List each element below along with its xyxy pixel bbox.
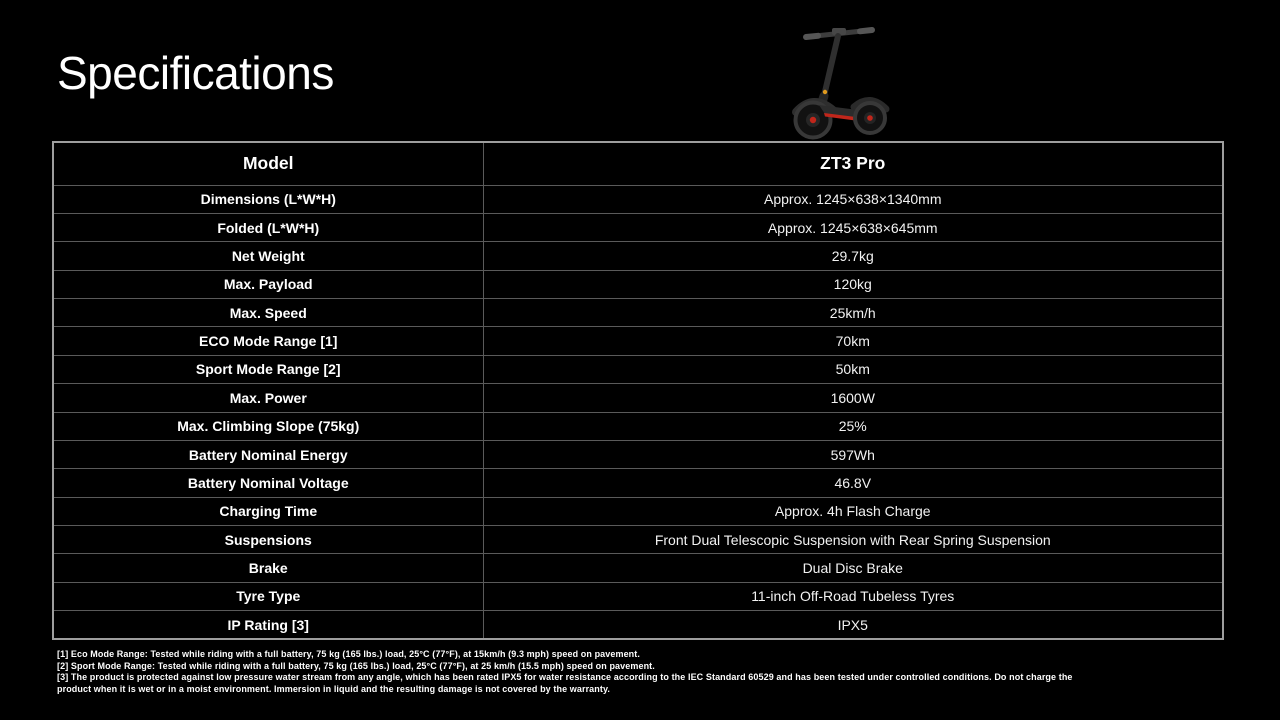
header-model-value: ZT3 Pro — [483, 142, 1223, 185]
spec-value-battery-voltage: 46.8V — [483, 469, 1223, 497]
spec-label-sport-range: Sport Mode Range [2] — [53, 355, 483, 383]
table-row — [53, 384, 1223, 412]
spec-label-suspensions: Suspensions — [53, 526, 483, 554]
spec-value-max-payload: 120kg — [483, 270, 1223, 298]
spec-value-ip-rating: IPX5 — [483, 611, 1223, 639]
spec-value-tyre-type: 11-inch Off-Road Tubeless Tyres — [483, 582, 1223, 610]
spec-label-max-power: Max. Power — [53, 384, 483, 412]
table-row — [53, 270, 1223, 298]
table-row — [53, 242, 1223, 270]
spec-label-ip-rating: IP Rating [3] — [53, 611, 483, 639]
table-header-row — [53, 142, 1223, 185]
page-title: Specifications — [57, 47, 334, 99]
spec-value-climbing-slope: 25% — [483, 412, 1223, 440]
spec-label-net-weight: Net Weight — [53, 242, 483, 270]
table-row — [53, 185, 1223, 213]
footnote-3: [3] The product is protected against low pressure water stream from any angle, which has been rated IPX5 for water resistance according to the IEC Standard 60529 and has been tested under controlled conditions. Do not charge the product when it is wet or in a moist environment. Immersion in liquid and the resulting damage is not covered by the warranty. — [57, 672, 1073, 694]
spec-value-net-weight: 29.7kg — [483, 242, 1223, 270]
spec-value-max-power: 1600W — [483, 384, 1223, 412]
table-row — [53, 582, 1223, 610]
table-row — [53, 355, 1223, 383]
table-row — [53, 526, 1223, 554]
spec-table — [52, 141, 1224, 640]
spec-value-suspensions: Front Dual Telescopic Suspension with Rear Spring Suspension — [483, 526, 1223, 554]
spec-label-max-speed: Max. Speed — [53, 299, 483, 327]
table-row — [53, 469, 1223, 497]
table-row — [53, 327, 1223, 355]
spec-value-dimensions: Approx. 1245×638×1340mm — [483, 185, 1223, 213]
table-row — [53, 412, 1223, 440]
spec-value-charging-time: Approx. 4h Flash Charge — [483, 497, 1223, 525]
scooter-icon — [782, 16, 896, 140]
spec-label-max-payload: Max. Payload — [53, 270, 483, 298]
table-row — [53, 554, 1223, 582]
footnote-1: [1] Eco Mode Range: Tested while riding with a full battery, 75 kg (165 lbs.) load, 25°C (77°F), at 15km/h (9.3 mph) speed on pavement. — [57, 649, 640, 659]
footnotes — [57, 649, 1073, 695]
table-row — [53, 440, 1223, 468]
spec-value-brake: Dual Disc Brake — [483, 554, 1223, 582]
spec-label-tyre-type: Tyre Type — [53, 582, 483, 610]
spec-label-folded: Folded (L*W*H) — [53, 213, 483, 241]
spec-label-charging-time: Charging Time — [53, 497, 483, 525]
spec-label-battery-energy: Battery Nominal Energy — [53, 440, 483, 468]
table-row — [53, 611, 1223, 639]
scooter-product-image — [782, 16, 896, 140]
spec-value-max-speed: 25km/h — [483, 299, 1223, 327]
footnote-2: [2] Sport Mode Range: Tested while riding with a full battery, 75 kg (165 lbs.) load, 25°C (77°F), at 25 km/h (15.5 mph) speed on pavement. — [57, 660, 655, 671]
spec-label-dimensions: Dimensions (L*W*H) — [53, 185, 483, 213]
table-row — [53, 497, 1223, 525]
spec-label-climbing-slope: Max. Climbing Slope (75kg) — [53, 412, 483, 440]
spec-label-battery-voltage: Battery Nominal Voltage — [53, 469, 483, 497]
table-row — [53, 213, 1223, 241]
table-row — [53, 299, 1223, 327]
spec-label-eco-range: ECO Mode Range [1] — [53, 327, 483, 355]
spec-label-brake: Brake — [53, 554, 483, 582]
spec-value-battery-energy: 597Wh — [483, 440, 1223, 468]
header-model-label: Model — [53, 142, 483, 185]
spec-value-sport-range: 50km — [483, 355, 1223, 383]
spec-value-eco-range: 70km — [483, 327, 1223, 355]
spec-value-folded: Approx. 1245×638×645mm — [483, 213, 1223, 241]
